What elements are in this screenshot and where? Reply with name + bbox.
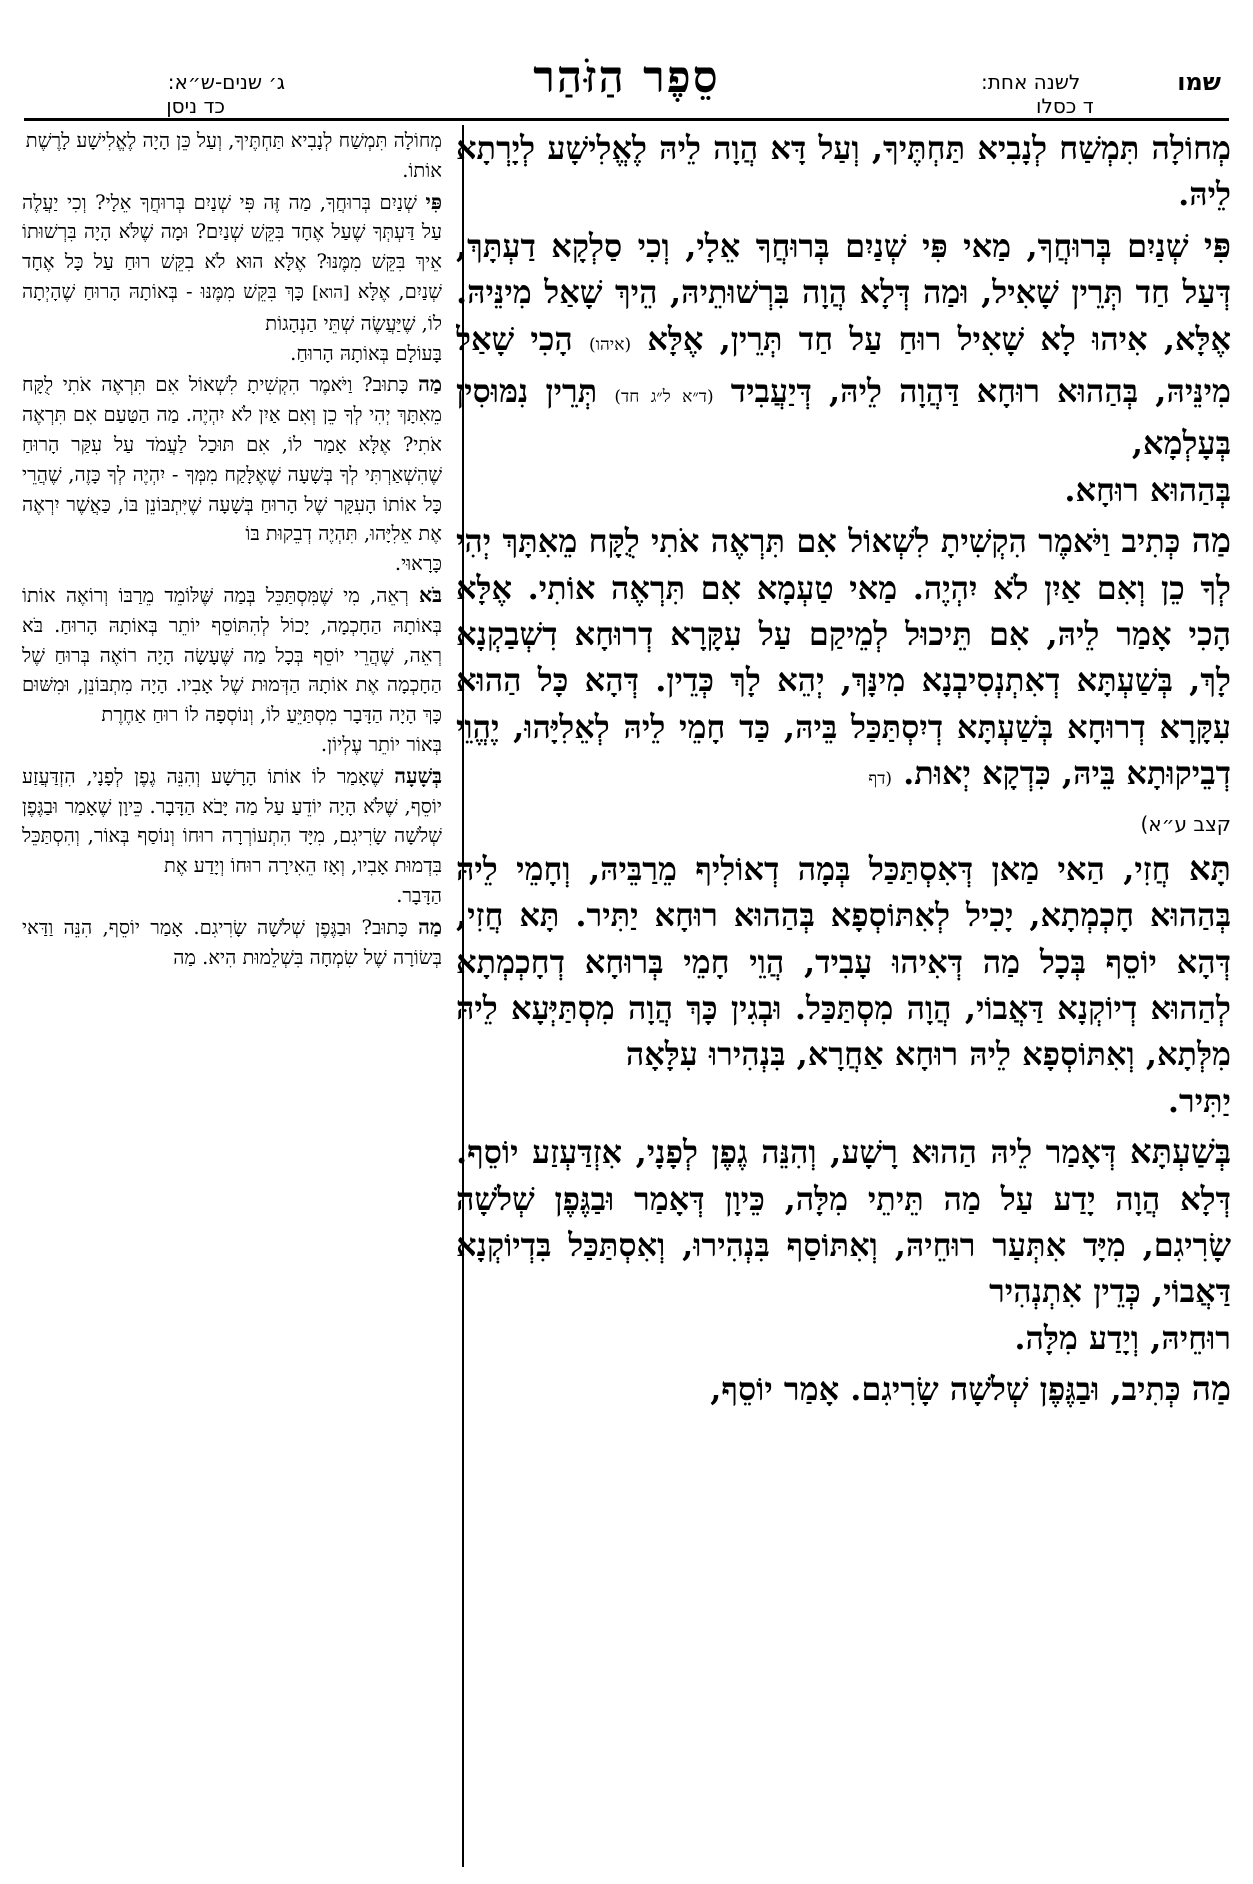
main-paragraph xyxy=(456,845,1231,1124)
paragraph-lead-word: פִּי xyxy=(425,189,442,214)
header-left xyxy=(25,70,285,118)
translation-text: אוֹתוֹ. xyxy=(402,158,442,182)
translation-text: בְּאוֹר יוֹתֵר עֶלְיוֹן. xyxy=(320,732,442,756)
variant-note: (ד״א ל״ג חד) xyxy=(614,387,714,408)
translation-paragraph xyxy=(22,370,442,579)
paragraph-lead-word: בֹּא xyxy=(418,582,442,607)
main-text: רוּחֵיהּ, וְיָדַע מִלָּה. xyxy=(1014,1318,1231,1357)
main-paragraph xyxy=(456,517,1231,838)
main-paragraph xyxy=(456,1128,1231,1361)
main-text: בְּהַהוּא רוּחָא. xyxy=(1064,470,1231,509)
main-paragraph xyxy=(456,125,1231,218)
schedule-date-one-year: ד כסלו xyxy=(1036,94,1094,118)
main-text: כְּתִיב וַיֹּאמֶר הִקְשִׁיתָ לִשְׁאוֹל אִם תִּרְאֶה אֹתִי לֻקָּח מֵאִתָּךְ יְהִי לְךָ כֵן וְאִם אַיִן לֹא יִהְיֶה. מַאי טַעְמָא אִם תִּרְאֶה אוֹתִי. אֶלָּא הָכִי אָמַר לֵיהּ, אִם תֵּיכוּל לְמֵיקַם עַל עִקָּרָא דְרוּחָא דִשְׁבַקְנָא לָךְ, בְּשַׁעְתָּא דְאִתְנְסִיבְנָא מִינָּךְ, יְהֵא לָךְ כְּדֵין. דְּהָא כָּל הַהוּא עִקָּרָא דְרוּחָא בְּשַׁעְתָּא דְיִסְתַּכַּל בֵּיהּ, כַּד חָמֵי לֵיהּ לְאֵלִיָּהוּ, יֶהֱוֵי דְבֵיקוּתָא בֵּיהּ, כִּדְקָא יְאוּת. xyxy=(456,522,1231,793)
translation-text: רְאֵה, מִי שֶׁמִּסְתַּכֵּל בְּמַה שֶּׁלּוֹמֵד מֵרַבּוֹ וְרוֹאֶה אוֹתוֹ בְּאוֹתָהּ הַחָכְמָה, יָכוֹל לְהִתּוֹסֵף יוֹתֵר בְּאוֹתָהּ הָרוּחַ. בֹּא רְאֵה, שֶׁהֲרֵי יוֹסֵף בְּכָל מַה שֶּׁעָשָׂה הָיָה רוֹאֶה בְּרוּחַ שֶׁל הַחָכְמָה אֶת אוֹתָהּ הַדְּמוּת שֶׁל אָבִיו. הָיָה מִתְבּוֹנֵן, וּמִשּׁוּם כָּךְ הָיָה הַדָּבָר מִסְתַּיֵּעַ לוֹ, וְנוֹסְפָה לוֹ רוּחַ אַחֶרֶת xyxy=(22,583,442,727)
daf-note: (דף xyxy=(868,769,893,790)
header-rule xyxy=(24,118,1229,121)
parsha-name: שמו xyxy=(1177,68,1221,96)
paragraph-lead-word: תָּא xyxy=(1188,847,1231,888)
main-text: יַתִּיר. xyxy=(1167,1081,1231,1120)
main-text: שְׁנַיִם בְּרוּחֲךָ, מַאי פִּי שְׁנַיִם בְּרוּחֲךָ אֵלָי, וְכִי סַלְקָא דַעְתָּךְ, דְּעַל חַד תְּרֵין שָׁאִיל, וּמַה דְּלָא הֲוָה בִּרְשׁוּתֵיהּ, הֵיךְ שָׁאַל מִינֵּיהּ. אֶלָּא, אִיהוּ לָא שָׁאִיל רוּחַ עַל חַד תְּרֵין, אֶלָּא xyxy=(456,226,1231,358)
translation-paragraph xyxy=(22,188,442,369)
paragraph-lead-word: פִּי xyxy=(1203,224,1231,265)
main-text: חֲזִי, הַאי מַאן דְּאִסְתַּכַּל בְּמָה דְאוֹלִיף מֵרַבֵּיהּ, וְחָמֵי לֵיהּ בְּהַהוּא חָכְמְתָא, יָכִיל לְאִתּוֹסְפָא בְּהַהוּא רוּחָא יַתִּיר. תָּא חֲזִי, דְּהָא יוֹסֵף בְּכָל מַה דְּאִיהוּ עָבִיד, הֲוֵי חָמֵי בְּרוּחָא דְחָכְמְתָא לְהַהוּא דְיוֹקְנָא דַּאֲבוֹי, הֲוָה מִסְתַּכַּל. וּבְגִין כָּךְ הֲוָה מִסְתַּיְּעָא לֵיהּ מִלְּתָא, וְאִתּוֹסְפָא לֵיהּ רוּחָא אַחֲרָא, בִּנְהִירוּ עִלָּאָה xyxy=(456,849,1231,1074)
paragraph-lead-word: מַה xyxy=(1191,520,1231,561)
book-title: סֵפֶר הַזֹּהַר xyxy=(533,52,720,103)
main-text: דְּאָמַר לֵיהּ הַהוּא רָשָׁע, וְהִנֵּה גֶפֶן לְפָנָי, אִזְדַּעְזַע יוֹסֵף. דְּלָא הֲוָה יָדַע עַל מַה תֵּיתֵי מִלָּה, כֵּיוָן דְּאָמַר וּבַגֶּפֶן שְׁלֹשָׁה שָׂרִיגִם, מִיָּד אִתְּעַר רוּחֵיהּ, וְאִתּוֹסַף בִּנְהִירוּ, וְאִסְתַּכַּל בִּדְיוֹקְנָא דַּאֲבוֹי, כְּדֵין אִתְנְהִיר xyxy=(456,1133,1231,1311)
aramaic-text-column xyxy=(456,125,1231,1865)
translation-text: שֶׁאָמַר לוֹ אוֹתוֹ הָרָשָׁע וְהִנֵּה גֶפֶן לְפָנָי, הִזְדַּעֲזַע יוֹסֵף, שֶׁלֹּא הָיָה יוֹדֵעַ עַל מַה יָּבֹא הַדָּבָר. כֵּיוָן שֶׁאָמַר וּבַגֶּפֶן שְׁלֹשָׁה שָׂרִיגִם, מִיָּד הִתְעוֹרְרָה רוּחוֹ וְנוֹסַף בְּאוֹר, וְהִסְתַּכֵּל בִּדְמוּת אָבִיו, וְאָז הֵאִירָה רוּחוֹ וְיָדַע אֶת xyxy=(22,764,442,878)
main-text: כְּתִיב, וּבַגֶּפֶן שְׁלֹשָׁה שָׂרִיגִם. אָמַר יוֹסֵף, xyxy=(710,1370,1192,1409)
main-text: מְחוֹלָה תִּמְשַׁח לְנָבִיא תַּחְתֶּיךָ, וְעַל דָּא הֲוָה לֵיהּ לֶאֱלִישָׁע לְיָרְתָא לֵיהּ. xyxy=(456,129,1231,214)
schedule-label-one-year: לשנה אחת: xyxy=(981,70,1081,94)
translation-text: כָּךְ בִּקֵּשׁ מִמֶּנּוּ - בְּאוֹתָהּ הָרוּחַ שֶׁהָיְתָה לוֹ, שֶׁיַּעֲשֶׂה שְׁתֵּי הַנְהָגוֹת xyxy=(22,279,442,335)
main-text: הָכִי שָׁאַל מִינֵּיהּ, בְּהַהוּא רוּחָא דַּהֲוָה לֵיהּ, דְּיַעֲבִיד xyxy=(456,319,1231,411)
paragraph-lead-word: בְּשַׁעְתָּא xyxy=(1130,1131,1231,1172)
variant-note: [הוא] xyxy=(312,282,350,303)
paragraph-lead-word: מַה xyxy=(1191,1368,1231,1409)
translation-text: שְׁנַיִם בְּרוּחֲךָ, מַה זֶּה פִּי שְׁנַיִם בְּרוּחֲךָ אֵלָי? וְכִי יַעֲלֶה עַל דַּעְתְּךָ שֶׁעַל אֶחָד בִּקֵּשׁ שְׁנַיִם? וּמָה שֶׁלֹּא הָיָה בִּרְשׁוּתוֹ אֵיךְ בִּקֵּשׁ מִמֶּנּוּ? אֶלָּא הוּא לֹא בִקֵּשׁ רוּחַ עַל כָּל אֶחָד שְׁנַיִם, אֶלָּא xyxy=(22,190,442,303)
main-paragraph xyxy=(456,222,1231,513)
translation-paragraph xyxy=(22,762,442,911)
main-paragraph xyxy=(456,1365,1231,1412)
paragraph-lead-word: מַה xyxy=(418,372,442,397)
translation-text: כָּתוּב? וּבַגֶּפֶן שְׁלֹשָׁה שָׂרִיגִם. אָמַר יוֹסֵף, הִנֵּה וַדַּאי בְּשׂוֹרָה שֶׁל שִׂמְחָה בִּשְׁלֵמוּת הִיא. מַה xyxy=(22,915,442,969)
translation-paragraph xyxy=(22,581,442,760)
translation-paragraph xyxy=(22,913,442,973)
main-text: תְּרֵין נִמּוּסִין בְּעָלְמָא, xyxy=(456,372,1231,463)
schedule-label-three-year: ג׳ שנים-ש״א: xyxy=(167,70,285,94)
paragraph-lead-word: בְּשָׁעָה xyxy=(394,763,442,788)
translation-text: מְחוֹלָה תִּמְשַׁח לְנָבִיא תַּחְתֶּיךָ, וְעַל כֵּן הָיָה לֶאֱלִישָׁע לָרֶשֶׁת xyxy=(25,129,442,152)
translation-text: הַדָּבָר. xyxy=(396,883,442,907)
translation-paragraph xyxy=(22,126,442,186)
translation-text: בָּעוֹלָם בְּאוֹתָהּ הָרוּחַ. xyxy=(290,341,442,365)
translation-text: כָּתוּב? וַיֹּאמֶר הִקְשִׁיתָ לִשְׁאוֹל אִם תִּרְאֶה אֹתִי לֻקָּח מֵאִתָּךְ יְהִי לְךָ כֵן וְאִם אַיִן לֹא יִהְיֶה. מַה הַטַּעַם אִם תִּרְאֶה אֹתִי? אֶלָּא אָמַר לוֹ, אִם תּוּכַל לַעֲמֹד עַל עִקַּר הָרוּחַ שֶׁהִשְׁאַרְתִּי לְךָ בְּשָׁעָה שֶׁאֶלָּקַח מִמְּךָ - יִהְיֶה לְךָ כָּזֶה, שֶׁהֲרֵי כָּל אוֹתוֹ הָעִקָּר שֶׁל הָרוּחַ בְּשָׁעָה שֶׁיִּתְבּוֹנֵן בּוֹ, כַּאֲשֶׁר יִרְאֶה אֶת אֵלִיָּהוּ, תִּהְיֶה דְבֵקוּת בּוֹ xyxy=(22,373,442,546)
daf-reference: קצב ע״א) xyxy=(1140,811,1231,836)
translation-text: כָּרָאוּי. xyxy=(394,552,442,576)
hebrew-translation-column xyxy=(22,126,442,1866)
column-divider xyxy=(462,125,464,1867)
variant-note: (איהו) xyxy=(589,334,632,355)
schedule-date-three-year: כד ניסן xyxy=(166,94,225,118)
paragraph-lead-word: מַה xyxy=(418,914,442,939)
